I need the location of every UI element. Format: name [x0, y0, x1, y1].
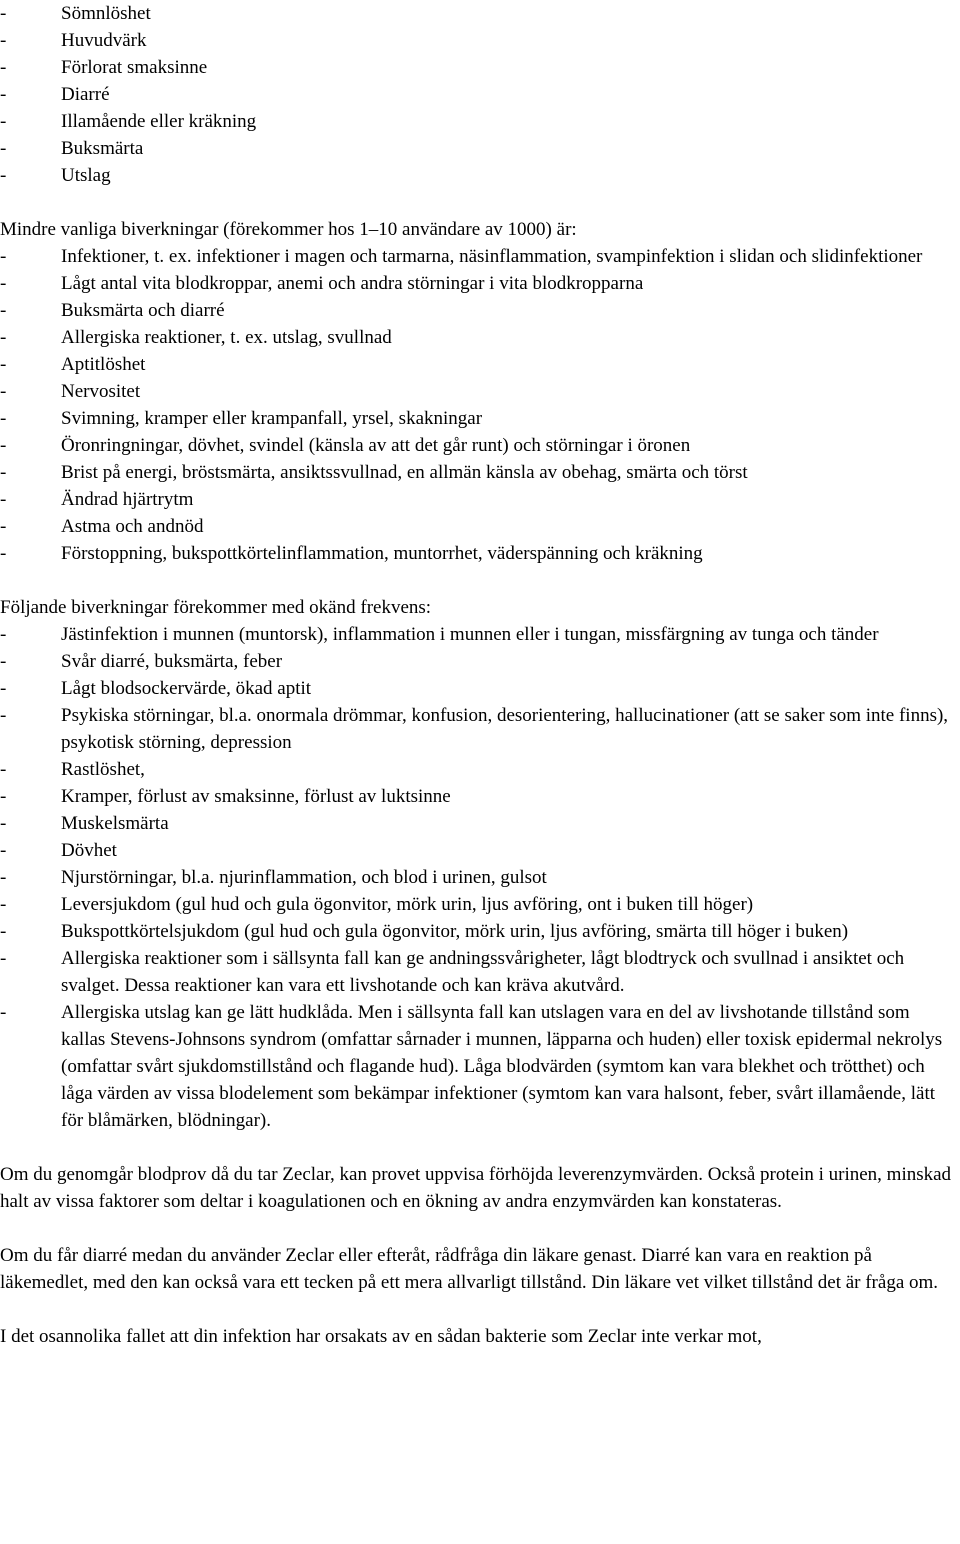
list-item [0, 702, 960, 756]
list-item-text: Aptitlöshet [61, 354, 146, 375]
list-dash: - [0, 543, 7, 564]
list-item-text: Dövhet [61, 840, 117, 861]
list-dash: - [0, 138, 7, 159]
list-item [0, 351, 960, 378]
list-item [0, 621, 960, 648]
list-item-text: Lågt antal vita blodkroppar, anemi och andra störningar i vita blodkropparna [61, 273, 644, 294]
uncommon-heading: Mindre vanliga biverkningar (förekommer hos 1–10 användare av 1000) är: [0, 219, 577, 240]
list-item [0, 405, 960, 432]
list-dash: - [0, 300, 7, 321]
list-item-text: Muskelsmärta [61, 813, 169, 834]
list-item-text: Ändrad hjärtrytm [61, 489, 194, 510]
list-dash: - [0, 624, 7, 645]
list-dash: - [0, 84, 7, 105]
list-item [0, 324, 960, 351]
list-dash: - [0, 651, 7, 672]
list-item [0, 675, 960, 702]
spacer [0, 1296, 960, 1323]
list-item [0, 27, 960, 54]
list-dash: - [0, 840, 7, 861]
list-dash: - [0, 516, 7, 537]
list-item-text: Diarré [61, 84, 110, 105]
list-dash: - [0, 462, 7, 483]
list-item-text: Svår diarré, buksmärta, feber [61, 651, 283, 672]
infection-paragraph: I det osannolika fallet att din infektion har orsakats av en sådan bakterie som Zeclar inte verkar mot, [0, 1326, 762, 1347]
list-item [0, 918, 960, 945]
list-item [0, 648, 960, 675]
list-dash: - [0, 435, 7, 456]
list-item-text: Nervositet [61, 381, 141, 402]
list-dash: - [0, 759, 7, 780]
list-dash: - [0, 246, 7, 267]
list-dash: - [0, 813, 7, 834]
list-item [0, 270, 960, 297]
list-item-text: Astma och andnöd [61, 516, 204, 537]
list-item-text: Bukspottkörtelsjukdom (gul hud och gula ögonvitor, mörk urin, ljus avföring, smärta till höger i buken) [61, 921, 849, 942]
list-item-text: Rastlöshet, [61, 759, 145, 780]
list-dash: - [0, 3, 7, 24]
list-dash: - [0, 894, 7, 915]
list-item [0, 486, 960, 513]
list-item [0, 810, 960, 837]
list-dash: - [0, 354, 7, 375]
list-dash: - [0, 489, 7, 510]
list-item-text: Huvudvärk [61, 30, 147, 51]
list-dash: - [0, 786, 7, 807]
list-item [0, 108, 960, 135]
list-dash: - [0, 948, 7, 969]
list-item [0, 513, 960, 540]
list-item-text: Svimning, kramper eller krampanfall, yrsel, skakningar [61, 408, 483, 429]
list-item-text: Brist på energi, bröstsmärta, ansiktssvullnad, en allmän känsla av obehag, smärta och törst [61, 462, 748, 483]
list-item-text: Sömnlöshet [61, 3, 151, 24]
blood-test-paragraph: Om du genomgår blodprov då du tar Zeclar, kan provet uppvisa förhöjda leverenzymvärden. Också protein i urinen, minskad halt av vissa faktorer som deltar i koagulationen och en ökning av andra enzymvärden kan konstateras. [0, 1164, 952, 1212]
spacer [0, 189, 960, 216]
list-item-text: Illamående eller kräkning [61, 111, 257, 132]
list-item [0, 81, 960, 108]
list-item-text: Njurstörningar, bl.a. njurinflammation, och blod i urinen, gulsot [61, 867, 547, 888]
list-item [0, 297, 960, 324]
spacer [0, 1134, 960, 1161]
list-item-text: Infektioner, t. ex. infektioner i magen och tarmarna, näsinflammation, svampinfektion i slidan och slidinfektioner [61, 246, 923, 267]
list-dash: - [0, 165, 7, 186]
list-item [0, 999, 960, 1134]
list-dash: - [0, 30, 7, 51]
list-item-text: Allergiska utslag kan ge lätt hudklåda. Men i sällsynta fall kan utslagen vara en del av livshotande tillstånd som kallas Stevens-Johnsons syndrom (omfattar sårnader i munnen, läpparna och huden) eller toxisk epidermal nekrolys (omfattar svårt sjukdomstillstånd och flagande hud). Låga blodvärden (symtom kan vara blekhet och trötthet) och låga värden av vissa blodelement som bekämpar infektioner (symtom kan vara halsont, feber, svårt illamående, lätt för blåmärken, blödningar). [61, 1002, 943, 1131]
list-item-text: Öronringningar, dövhet, svindel (känsla av att det går runt) och störningar i öronen [61, 435, 691, 456]
list-item-text: Leversjukdom (gul hud och gula ögonvitor, mörk urin, ljus avföring, ont i buken till höger) [61, 894, 754, 915]
uncommon-side-effects-list [0, 243, 960, 567]
list-item [0, 783, 960, 810]
list-dash: - [0, 408, 7, 429]
list-item [0, 162, 960, 189]
list-dash: - [0, 705, 7, 726]
list-item-text: Kramper, förlust av smaksinne, förlust av luktsinne [61, 786, 451, 807]
list-item-text: Buksmärta [61, 138, 144, 159]
list-dash: - [0, 381, 7, 402]
list-dash: - [0, 327, 7, 348]
list-item [0, 837, 960, 864]
list-item [0, 540, 960, 567]
spacer [0, 567, 960, 594]
list-dash: - [0, 1002, 7, 1023]
list-item-text: Förstoppning, bukspottkörtelinflammation, muntorrhet, väderspänning och kräkning [61, 543, 703, 564]
list-item-text: Allergiska reaktioner som i sällsynta fall kan ge andningssvårigheter, lågt blodtryck och svullnad i ansiktet och svalget. Dessa reaktioner kan vara ett livshotande och kan kräva akutvård. [61, 948, 905, 996]
list-item [0, 945, 960, 999]
list-item-text: Jästinfektion i munnen (muntorsk), inflammation i munnen eller i tungan, missfärgning av tunga och tänder [61, 624, 879, 645]
list-item [0, 378, 960, 405]
list-dash: - [0, 678, 7, 699]
list-item [0, 891, 960, 918]
spacer [0, 1215, 960, 1242]
list-dash: - [0, 273, 7, 294]
list-item [0, 432, 960, 459]
list-item [0, 243, 960, 270]
list-item-text: Psykiska störningar, bl.a. onormala drömmar, konfusion, desorientering, hallucinationer (att se saker som inte finns), psykotisk störning, depression [61, 705, 949, 753]
list-dash: - [0, 867, 7, 888]
common-side-effects-list [0, 0, 960, 189]
list-item [0, 459, 960, 486]
list-item [0, 864, 960, 891]
unknown-frequency-list [0, 621, 960, 1134]
list-item-text: Allergiska reaktioner, t. ex. utslag, svullnad [61, 327, 392, 348]
list-item-text: Buksmärta och diarré [61, 300, 225, 321]
list-dash: - [0, 921, 7, 942]
list-item-text: Förlorat smaksinne [61, 57, 208, 78]
list-item-text: Lågt blodsockervärde, ökad aptit [61, 678, 312, 699]
list-item-text: Utslag [61, 165, 111, 186]
unknown-frequency-heading: Följande biverkningar förekommer med okänd frekvens: [0, 597, 432, 618]
list-item [0, 756, 960, 783]
list-item [0, 0, 960, 27]
list-item [0, 54, 960, 81]
diarrhea-paragraph: Om du får diarré medan du använder Zeclar eller efteråt, rådfråga din läkare genast. Diarré kan vara en reaktion på läkemedlet, med den kan också vara ett tecken på ett mera allvarligt tillstånd. Din läkare vet vilket tillstånd det är fråga om. [0, 1245, 939, 1293]
list-item [0, 135, 960, 162]
list-dash: - [0, 57, 7, 78]
list-dash: - [0, 111, 7, 132]
